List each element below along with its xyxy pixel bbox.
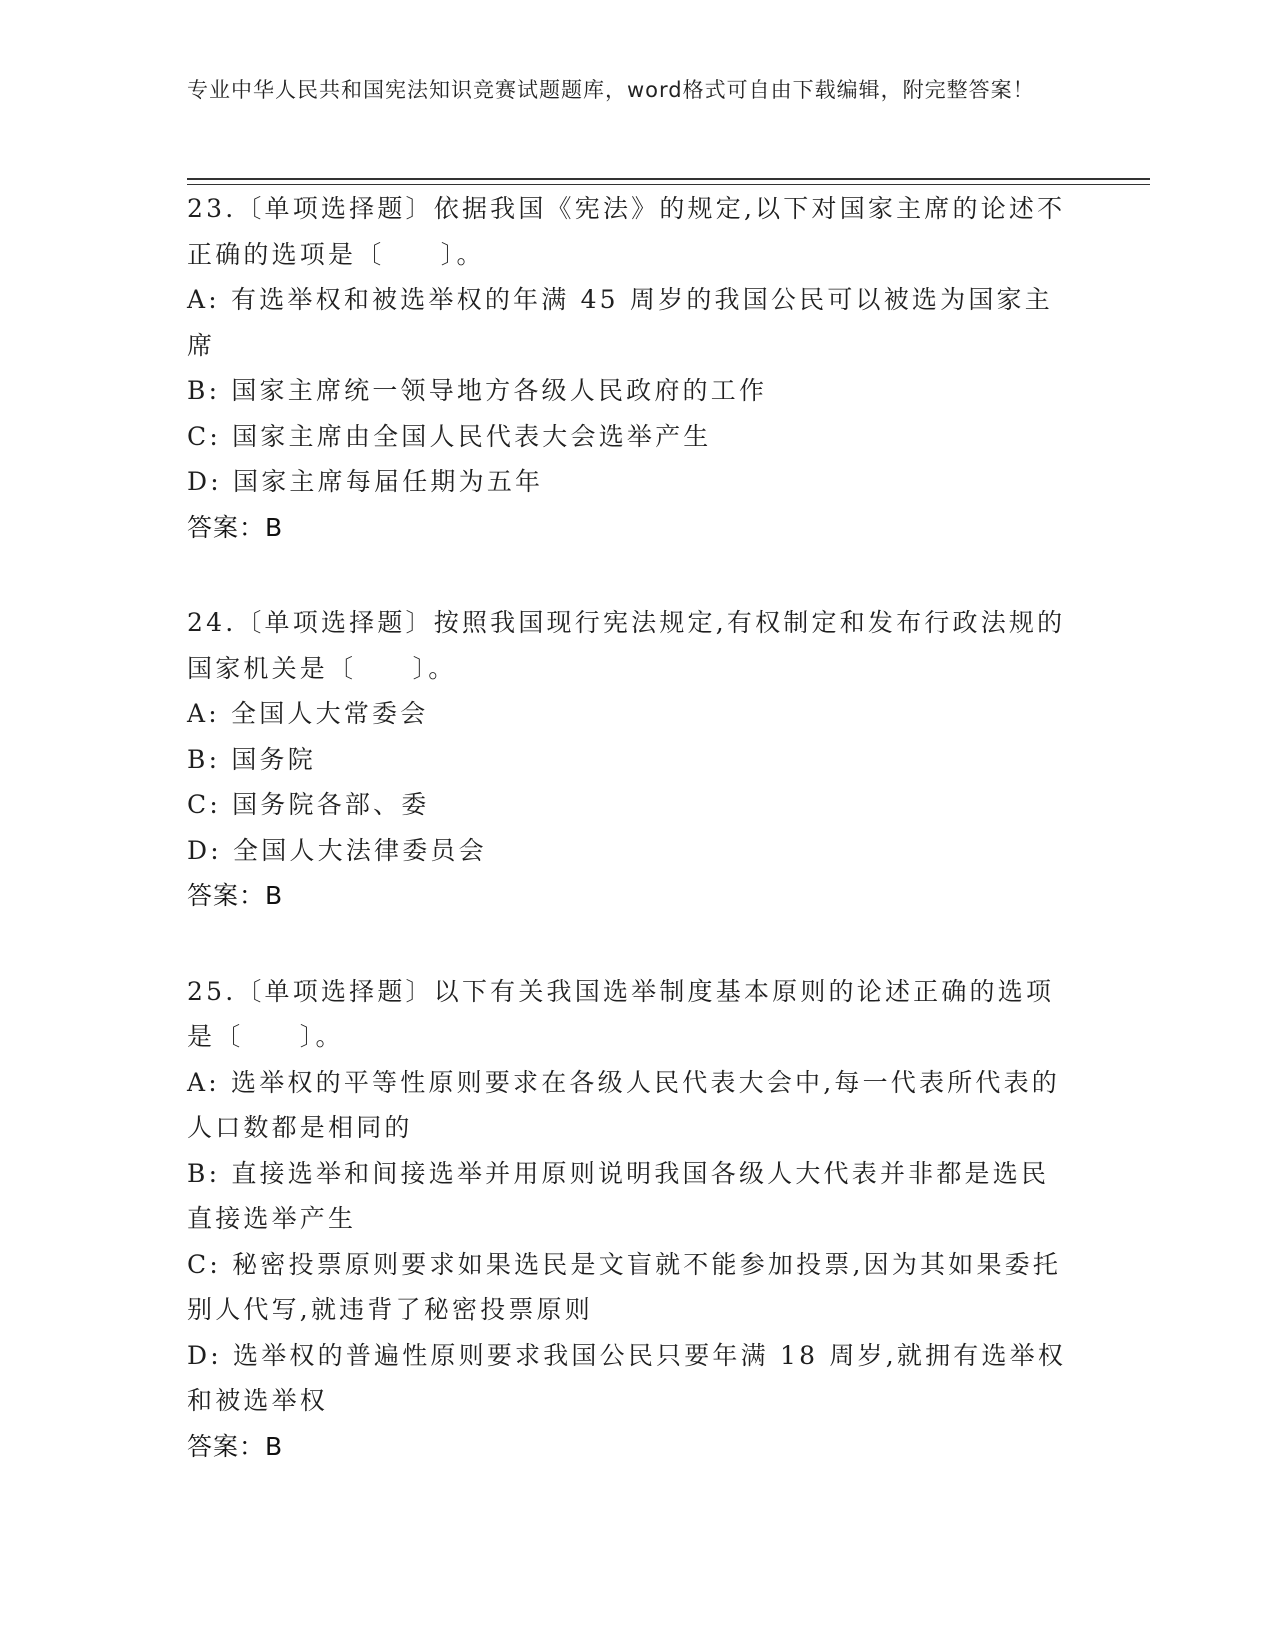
answer-line: 答案：B <box>187 512 284 542</box>
option-b: B: 国务院 <box>187 744 316 774</box>
option-a: A: 全国人大常委会 <box>187 699 429 728</box>
option-c: C: 秘密投票原则要求如果选民是文盲就不能参加投票,因为其如果委托别人代写,就违背了秘密投票原则 <box>187 1249 1062 1324</box>
option-a: A: 有选举权和被选举权的年满 45 周岁的我国公民可以被选为国家主席 <box>187 285 1053 360</box>
option-c: C: 国家主席由全国人民代表大会选举产生 <box>187 421 712 451</box>
question-25 <box>187 969 1067 1470</box>
option-b: B: 直接选举和间接选举并用原则说明我国各级人大代表并非都是选民直接选举产生 <box>187 1158 1050 1233</box>
question-stem: 24.〔单项选择题〕按照我国现行宪法规定,有权制定和发布行政法规的国家机关是〔 〕。 <box>187 608 1066 683</box>
option-d: D: 全国人大法律委员会 <box>187 835 487 865</box>
option-b: B: 国家主席统一领导地方各级人民政府的工作 <box>187 376 768 405</box>
document-header: 专业中华人民共和国宪法知识竞赛试题题库，word格式可自由下载编辑，附完整答案！ <box>187 78 1035 102</box>
option-a: A: 选举权的平等性原则要求在各级人民代表大会中,每一代表所代表的人口数都是相同的 <box>187 1067 1060 1142</box>
question-24 <box>187 600 1067 919</box>
question-23 <box>187 186 1067 550</box>
header-divider-thin <box>187 184 1150 185</box>
option-c: C: 国务院各部、委 <box>187 790 430 819</box>
question-stem: 23.〔单项选择题〕依据我国《宪法》的规定,以下对国家主席的论述不正确的选项是〔 〕。 <box>187 194 1066 269</box>
header-divider-thick <box>187 178 1150 180</box>
question-list <box>187 186 1067 1519</box>
answer-line: 答案：B <box>187 1431 284 1461</box>
option-d: D: 选举权的普遍性原则要求我国公民只要年满 18 周岁,就拥有选举权和被选举权 <box>187 1340 1067 1415</box>
question-stem: 25.〔单项选择题〕以下有关我国选举制度基本原则的论述正确的选项是〔 〕。 <box>187 976 1055 1051</box>
answer-line: 答案：B <box>187 881 284 910</box>
option-d: D: 国家主席每届任期为五年 <box>187 467 544 496</box>
